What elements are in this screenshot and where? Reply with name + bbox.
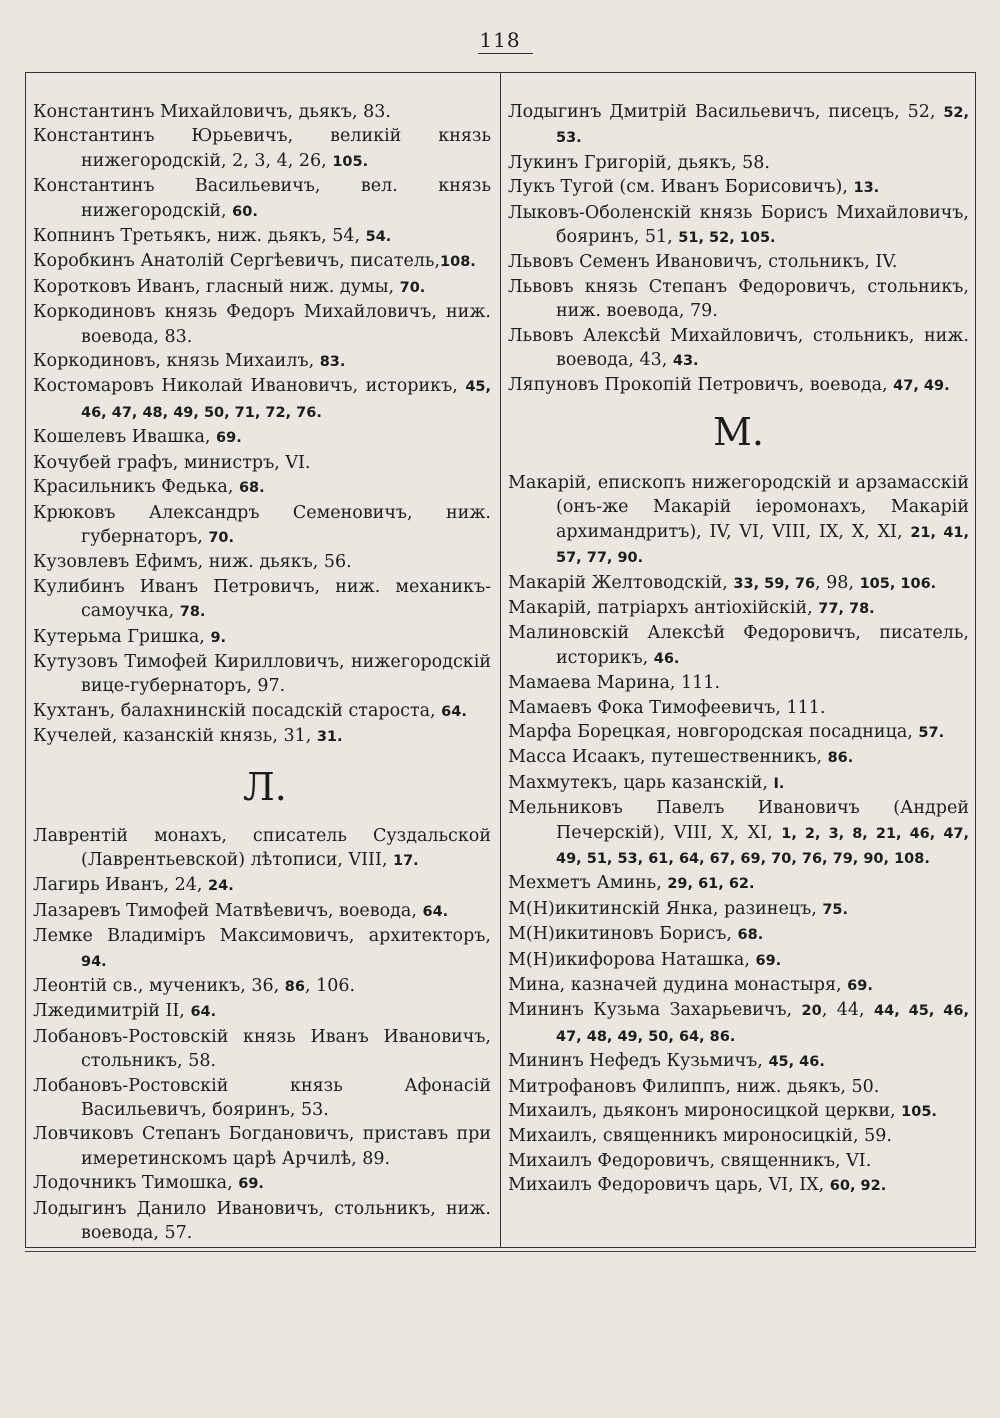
- index-entry: [508, 571, 969, 596]
- entry-text: Мининъ Нефедъ Кузьмичъ,: [508, 1051, 769, 1072]
- entry-text: Мининъ Кузьма Захарьевичъ,: [508, 1000, 802, 1021]
- page-reference-bold: 60.: [232, 203, 258, 220]
- entry-text: Лодыгинъ Данило Ивановичъ, стольникъ, ниж. воевода, 57.: [33, 1198, 491, 1244]
- index-entry: [33, 451, 491, 475]
- index-entry: [33, 974, 491, 999]
- page-reference-bold: 69.: [755, 952, 782, 969]
- index-entry: [33, 249, 491, 274]
- page-reference-bold: 77, 78.: [818, 600, 875, 617]
- index-entry: [33, 349, 491, 374]
- page-reference-bold: 105, 106.: [859, 575, 937, 592]
- entry-text: , 106.: [304, 976, 356, 996]
- entry-text: Кошелевъ Ивашка,: [33, 427, 217, 448]
- entry-text: Махмутекъ, царь казанскій,: [508, 772, 774, 793]
- page-reference-bold: 1, 2, 3, 8, 21, 46, 47, 49, 51, 53, 61, 64, 67, 69, 70, 76, 79, 90, 108.: [556, 825, 970, 867]
- entry-text: , 44,: [821, 1000, 875, 1021]
- entry-text: Копнинъ Третьякъ, ниж. дьякъ, 54,: [33, 226, 366, 247]
- entry-text: М(Н)икитинскій Янка, разинецъ,: [508, 898, 823, 919]
- page-reference-bold: I.: [773, 775, 785, 792]
- entry-text: Костомаровъ Николай Ивановичъ, историкъ,: [33, 376, 466, 397]
- index-entry: [508, 897, 969, 922]
- index-entry: [33, 300, 491, 349]
- page-reference-bold: 21, 41, 57, 77, 90.: [556, 524, 970, 567]
- frame-bottom-rule: [25, 1251, 976, 1252]
- entry-text: Константинъ Михайловичъ, дьякъ, 83.: [33, 102, 391, 122]
- page-reference-bold: 44, 45, 46, 47, 48, 49, 50, 64, 86.: [556, 1003, 969, 1045]
- page-reference-bold: 70.: [399, 279, 426, 296]
- page-reference-bold: 69.: [847, 978, 873, 994]
- index-entry: [33, 873, 491, 898]
- page-reference-bold: 57.: [918, 724, 945, 741]
- page-reference-bold: 105.: [332, 153, 369, 170]
- index-entry: [33, 374, 491, 425]
- index-entry: [33, 224, 491, 249]
- index-entry: [33, 475, 491, 500]
- index-entry: [508, 471, 969, 571]
- entry-text: Михаилъ Федоровичъ царь, VI, IX,: [508, 1175, 830, 1196]
- entry-text: Мина, казначей дудина монастыря,: [508, 975, 848, 995]
- entry-text: Лукинъ Григорій, дьякъ, 58.: [508, 152, 770, 173]
- right-entries-after: [508, 471, 969, 1199]
- index-entry: [33, 1122, 491, 1171]
- entry-text: Михаилъ Федоровичъ, священникъ, VI.: [508, 1150, 872, 1171]
- index-entry: [33, 899, 491, 924]
- page-reference-bold: 83.: [319, 354, 346, 371]
- entry-text: М(Н)икифорова Наташка,: [508, 949, 756, 970]
- entry-text: Коркодиновъ князь Федоръ Михайловичъ, ниж. воевода, 83.: [33, 302, 491, 347]
- page-reference-bold: 17.: [393, 852, 419, 869]
- entry-text: Лодочникъ Тимошка,: [33, 1173, 239, 1194]
- entry-text: Лагирь Иванъ, 24,: [33, 875, 209, 896]
- entry-text: Митрофановъ Филиппъ, ниж. дьякъ, 50.: [508, 1076, 880, 1097]
- page-number: 118: [479, 28, 521, 52]
- entry-text: Мамаева Марина, 111.: [508, 673, 721, 694]
- entry-text: Макарій Желтоводскій,: [508, 572, 734, 593]
- page-reference-bold: 69.: [238, 1176, 264, 1193]
- entry-text: Леонтій св., мученикъ, 36,: [33, 976, 285, 996]
- page-number-rule: [478, 53, 533, 54]
- page-reference-bold: 46.: [653, 650, 680, 667]
- right-entries-before: [508, 100, 969, 399]
- index-entry: [33, 650, 491, 699]
- index-entry: [508, 175, 969, 200]
- entry-text: Кузовлевъ Ефимъ, ниж. дьякъ, 56.: [33, 552, 352, 573]
- index-entry: [508, 696, 969, 720]
- index-entry: [33, 824, 491, 874]
- index-entry: [33, 1025, 491, 1074]
- index-entry: [508, 275, 969, 324]
- index-entry: [508, 201, 969, 251]
- index-entry: [33, 1074, 491, 1123]
- page-reference-bold: 75.: [822, 901, 849, 918]
- entry-text: Лодыгинъ Дмитрій Васильевичъ, писецъ, 52,: [508, 102, 944, 122]
- index-entry: [508, 250, 969, 274]
- index-entry: [508, 1149, 969, 1173]
- entry-text: Мехметъ Аминь,: [508, 873, 668, 894]
- entry-text: Лемке Владиміръ Максимовичъ, архитекторъ,: [33, 926, 491, 947]
- entry-text: Константинъ Юрьевичъ, великій князь нижегородскій, 2, 3, 4, 26,: [33, 126, 491, 171]
- entry-text: Кулибинъ Иванъ Петровичъ, ниж. механикъ-самоучка,: [33, 576, 491, 622]
- index-entry: [508, 998, 969, 1049]
- entry-text: , 98,: [815, 572, 860, 593]
- left-entries-before: [33, 100, 491, 750]
- entry-text: Лжедимитрій II,: [33, 1001, 191, 1022]
- index-entry: [508, 151, 969, 175]
- left-column: [33, 100, 491, 1245]
- page-reference-bold: 60, 92.: [829, 1178, 887, 1195]
- entry-text: Коркодиновъ, князь Михаилъ,: [33, 351, 320, 372]
- entry-text: Макарій, епископъ нижегородскій и арзамасскій (онъ-же Макарій іеромонахъ, Макарій архимандритъ), IV, VI, VIII, IX, X, XI,: [508, 472, 969, 542]
- entry-text: Ляпуновъ Прокопій Петровичъ, воевода,: [508, 375, 894, 396]
- page-reference-bold: 29, 61, 62.: [667, 876, 755, 893]
- index-entry: [33, 501, 491, 551]
- page-reference-bold: 47, 49.: [893, 378, 950, 395]
- index-entry: [508, 324, 969, 374]
- index-entry: [33, 999, 491, 1024]
- page-reference-bold: 33, 59, 76: [733, 575, 816, 592]
- section-letter-l: Л.: [243, 764, 287, 809]
- index-entry: [508, 720, 969, 745]
- entry-text: Кочубей графъ, министръ, VI.: [33, 452, 311, 473]
- entry-text: Львовъ князь Степанъ Федоровичъ, стольникъ, ниж. воевода, 79.: [508, 276, 969, 322]
- page-reference-bold: 78.: [179, 604, 206, 621]
- page-reference-bold: 108.: [440, 254, 476, 271]
- index-entry: [508, 621, 969, 671]
- entry-text: Лобановъ-Ростовскій князь Иванъ Ивановичъ, стольникъ, 58.: [33, 1026, 491, 1072]
- entry-text: М(Н)икитиновъ Борисъ,: [508, 924, 738, 945]
- page-reference-bold: 64.: [190, 1004, 217, 1021]
- index-entry: [508, 1173, 969, 1198]
- page-reference-bold: 31.: [316, 729, 343, 746]
- index-entry: [33, 724, 491, 749]
- entry-text: Крюковъ Александръ Семеновичъ, ниж. губернаторъ,: [33, 502, 491, 547]
- page-reference-bold: 52, 53.: [556, 105, 969, 147]
- entry-text: Мельниковъ Павелъ Ивановичъ (Андрей Печерскій), VIII, X, XI,: [508, 798, 969, 843]
- index-entry: [508, 100, 969, 151]
- right-column: [508, 100, 969, 1199]
- entry-text: Кутузовъ Тимофей Кирилловичъ, нижегородскій вице-губернаторъ, 97.: [33, 651, 491, 697]
- index-entry: [33, 100, 491, 124]
- index-entry: [33, 699, 491, 724]
- entry-text: Лаврентій монахъ, списатель Суздальской (Лаврентьевской) лѣтописи, VIII,: [33, 825, 491, 870]
- page-reference-bold: 105.: [901, 1104, 937, 1121]
- entry-text: Лыковъ-Оболенскій князь Борисъ Михайловичъ, бояринъ, 51,: [508, 202, 969, 248]
- index-entry: [33, 275, 491, 300]
- entry-text: Михаилъ, дьяконъ мироносицкой церкви,: [508, 1101, 902, 1122]
- entry-text: Лазаревъ Тимофей Матвѣевичъ, воевода,: [33, 900, 423, 921]
- entry-text: Коробкинъ Анатолій Сергѣевичъ, писатель,: [33, 251, 441, 272]
- page-reference-bold: 64.: [441, 703, 467, 720]
- entry-text: Мамаевъ Фока Тимофеевичъ, 111.: [508, 697, 826, 718]
- index-entry: [33, 575, 491, 625]
- page-reference-bold: 13.: [853, 180, 880, 197]
- index-entry: [508, 948, 969, 973]
- index-entry: [508, 1049, 969, 1074]
- entry-text: Красильникъ Федька,: [33, 477, 239, 498]
- index-entry: [33, 550, 491, 574]
- page-reference-bold: 94.: [81, 953, 107, 970]
- page-reference-bold: 70.: [208, 529, 235, 546]
- index-entry: [33, 174, 491, 224]
- index-entry: [508, 796, 969, 871]
- column-divider: [500, 72, 501, 1248]
- index-entry: [508, 922, 969, 947]
- entry-text: Михаилъ, священникъ мироносицкій, 59.: [508, 1126, 892, 1147]
- entry-text: Львовъ Семенъ Ивановичъ, стольникъ, IV.: [508, 252, 898, 273]
- entry-text: Малиновскій Алексѣй Федоровичъ, писатель, историкъ,: [508, 623, 969, 668]
- page-reference-bold: 20: [801, 1003, 822, 1020]
- page-reference-bold: 43.: [672, 353, 699, 370]
- page-reference-bold: 68.: [238, 480, 265, 497]
- page-reference-bold: 45, 46.: [768, 1054, 825, 1071]
- index-entry: [508, 1075, 969, 1099]
- page-reference-bold: 86: [284, 979, 305, 995]
- left-entries-after: [33, 824, 491, 1246]
- index-entry: [33, 1197, 491, 1246]
- entry-text: Марфа Борецкая, новгородская посадница,: [508, 721, 919, 742]
- page-reference-bold: 45, 46, 47, 48, 49, 50, 71, 72, 76.: [81, 379, 491, 421]
- index-entry: [508, 871, 969, 896]
- entry-text: Коротковъ Иванъ, гласный ниж. думы,: [33, 276, 400, 297]
- section-letter-m: М.: [713, 409, 764, 454]
- entry-text: Лобановъ-Ростовскій князь Афонасій Васильевичъ, бояринъ, 53.: [33, 1075, 491, 1121]
- entry-text: Кухтанъ, балахнинскій посадскій староста,: [33, 700, 442, 721]
- index-entry: [33, 924, 491, 974]
- index-entry: [508, 596, 969, 621]
- page-reference-bold: 86.: [827, 750, 854, 767]
- page-reference-bold: 9.: [210, 629, 227, 646]
- page-reference-bold: 54.: [365, 229, 392, 246]
- page-reference-bold: 64.: [422, 903, 449, 920]
- entry-text: Константинъ Васильевичъ, вел. князь нижегородскій,: [33, 176, 491, 221]
- page-reference-bold: 69.: [216, 430, 242, 447]
- entry-text: Кучелей, казанскій князь, 31,: [33, 726, 317, 747]
- index-entry: [508, 771, 969, 796]
- index-entry: [508, 1124, 969, 1148]
- index-entry: [33, 625, 491, 650]
- index-entry: [33, 124, 491, 174]
- page-reference-bold: 51, 52, 105.: [678, 230, 776, 247]
- index-entry: [508, 745, 969, 770]
- entry-text: Львовъ Алексѣй Михайловичъ, стольникъ, ниж. воевода, 43,: [508, 325, 969, 371]
- page-reference-bold: 68.: [737, 927, 764, 944]
- entry-text: Лукъ Тугой (см. Иванъ Борисовичъ),: [508, 177, 854, 198]
- index-entry: [33, 1171, 491, 1196]
- index-entry: [508, 373, 969, 398]
- entry-text: Кутерьма Гришка,: [33, 626, 211, 647]
- index-entry: [33, 425, 491, 450]
- entry-text: Масса Исаакъ, путешественникъ,: [508, 747, 828, 768]
- page-reference-bold: 24.: [208, 878, 234, 895]
- index-entry: [508, 973, 969, 998]
- entry-text: Макарій, патріархъ антіохійскій,: [508, 597, 819, 618]
- index-entry: [508, 1099, 969, 1124]
- index-entry: [508, 671, 969, 695]
- entry-text: Ловчиковъ Степанъ Богдановичъ, приставъ при имеретинскомъ царѣ Арчилѣ, 89.: [33, 1124, 491, 1169]
